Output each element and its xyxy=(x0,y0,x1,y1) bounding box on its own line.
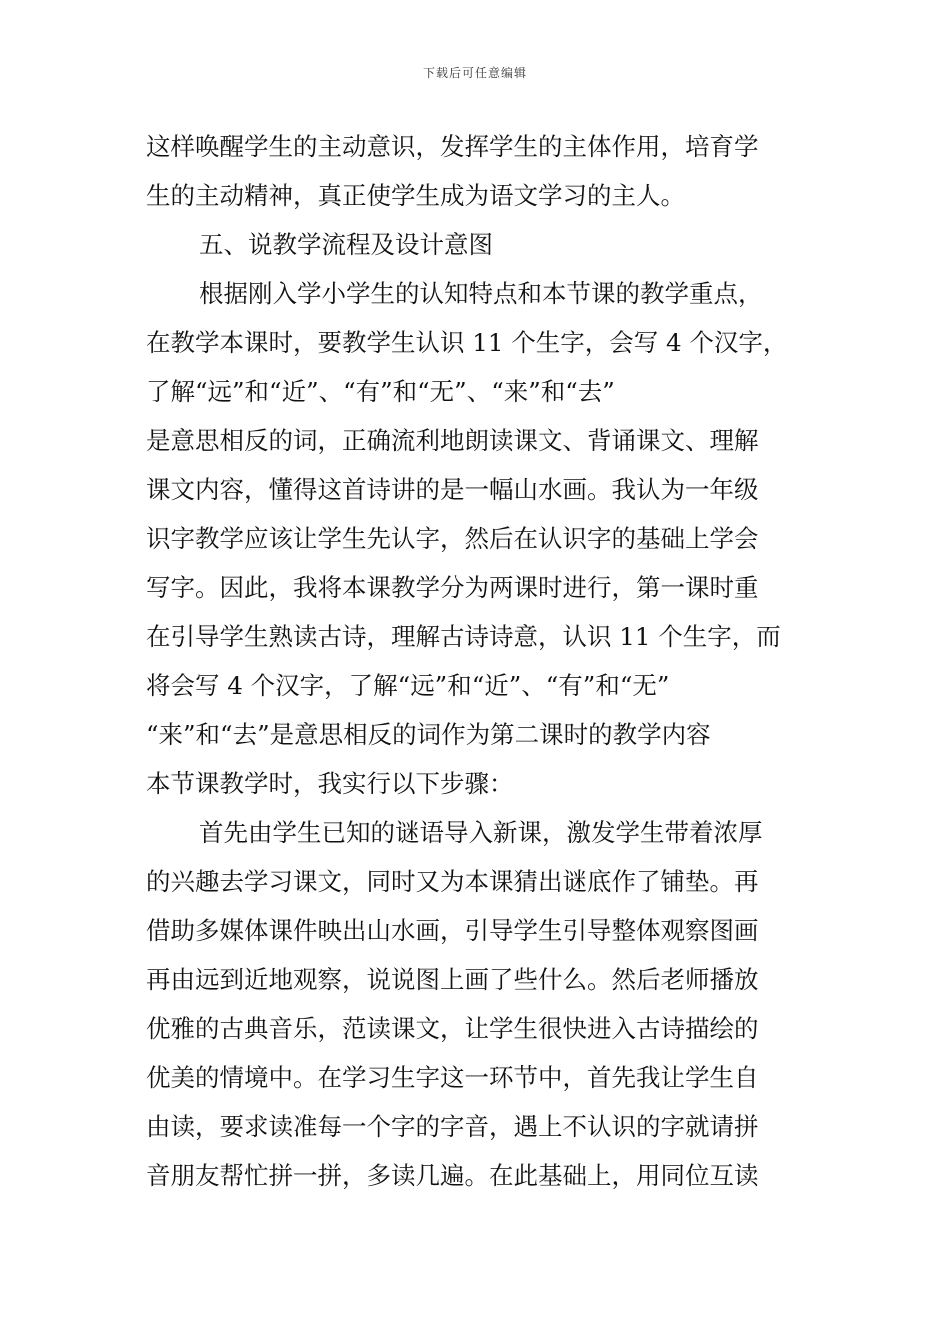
text-line: 再由远到近地观察，说说图上画了些什么。然后老师播放 xyxy=(146,965,759,994)
text-line: 音朋友帮忙拼一拼，多读几遍。在此基础上，用同位互读 xyxy=(146,1161,759,1190)
body-text xyxy=(146,122,806,1200)
text-line: 了解“远”和“近”、“有”和“无”、“来”和“去” xyxy=(146,377,615,406)
text-line: 优雅的古典音乐，范读课文，让学生很快进入古诗描绘的 xyxy=(146,1014,759,1043)
text-line: 借助多媒体课件映出山水画，引导学生引导整体观察图画 xyxy=(146,916,759,945)
text-line: 识字教学应该让学生先认字，然后在认识字的基础上学会 xyxy=(146,524,759,553)
header-note: 下载后可任意编辑 xyxy=(422,66,527,80)
text-line: 课文内容，懂得这首诗讲的是一幅山水画。我认为一年级 xyxy=(146,475,759,504)
text-line: 在教学本课时，要教学生认识 11 个生字，会写 4 个汉字， xyxy=(146,328,788,357)
section-heading: 五、说教学流程及设计意图 xyxy=(199,230,493,259)
text-line: “来”和“去”是意思相反的词作为第二课时的教学内容 xyxy=(146,720,711,749)
text-line: 根据刚入学小学生的认知特点和本节课的教学重点， xyxy=(199,279,763,308)
text-line: 在引导学生熟读古诗，理解古诗诗意，认识 11 个生字，而 xyxy=(146,622,781,651)
text-line: 这样唤醒学生的主动意识，发挥学生的主体作用，培育学 xyxy=(146,132,759,161)
text-line: 优美的情境中。在学习生字这一环节中，首先我让学生自 xyxy=(146,1063,759,1092)
text-line: 的兴趣去学习课文，同时又为本课猜出谜底作了铺垫。再 xyxy=(146,867,759,896)
text-line: 生的主动精神，真正使学生成为语文学习的主人。 xyxy=(146,181,685,210)
text-line: 是意思相反的词，正确流利地朗读课文、背诵课文、理解 xyxy=(146,426,759,455)
text-line: 由读，要求读准每一个字的字音，遇上不认识的字就请拼 xyxy=(146,1112,759,1141)
text-line: 首先由学生已知的谜语导入新课，激发学生带着浓厚 xyxy=(199,818,763,847)
text-line: 将会写 4 个汉字，了解“远”和“近”、“有”和“无” xyxy=(146,671,670,700)
text-line: 写字。因此，我将本课教学分为两课时进行，第一课时重 xyxy=(146,573,759,602)
text-line: 本节课教学时，我实行以下步骤： xyxy=(146,769,514,798)
